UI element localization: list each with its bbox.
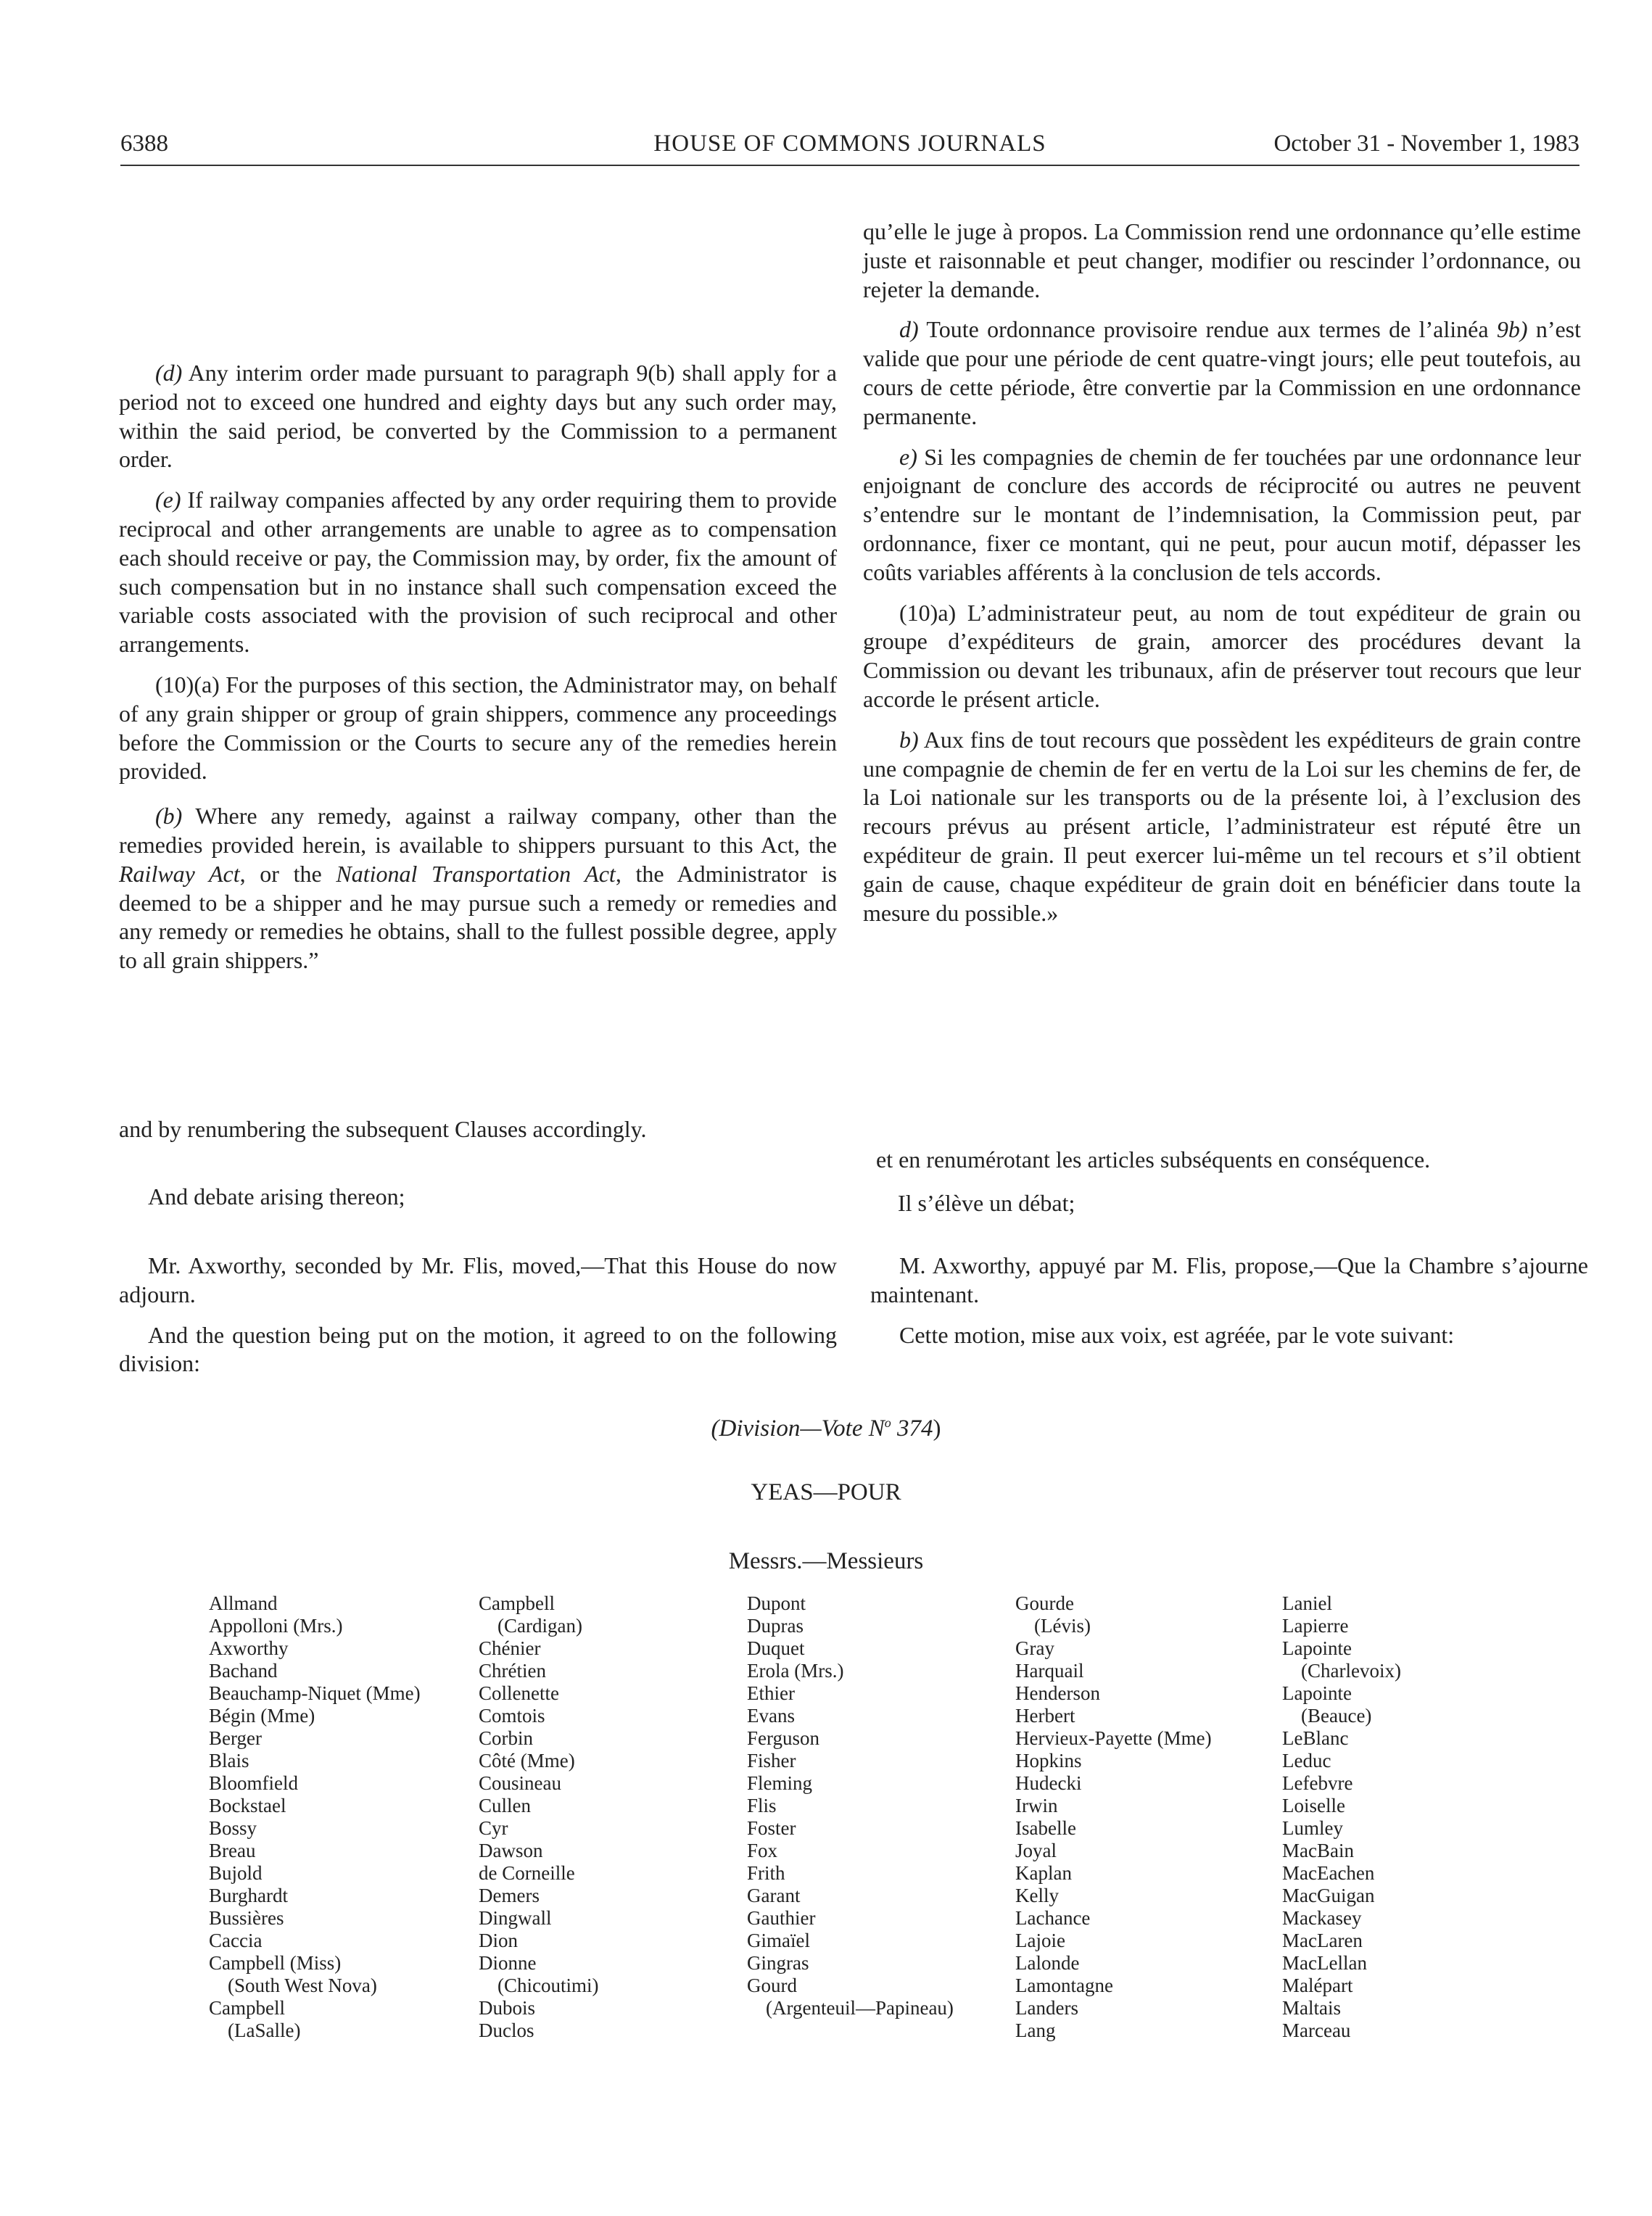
fr-para-b: b) Aux fins de tout recours que possèdent les expéditeurs de grain contre une compagnie de chemin de fer en vertu de la Loi sur les chemins de fer, de la Loi nationale sur les transports ou de la présente loi, à l’exclusion des recours prévus au présent article, l’administrateur est réputé être un expéditeur de grain. Il peut exercer lui-même un tel recours et s’il obtient gain de cause, chaque expéditeur de grain doit en bénéficier dans toute la mesure du possible.» (863, 726, 1582, 926)
member-name: Bockstael (209, 1795, 286, 1816)
fr-debate: Il s’élève un débat; (898, 1190, 1075, 1216)
member-riding: (Beauce) (1301, 1705, 1372, 1727)
member-name: Bégin (Mme) (209, 1705, 315, 1727)
member-name: Campbell (479, 1592, 555, 1614)
member-name: Berger (209, 1727, 262, 1749)
en-para-d: (d) Any interim order made pursuant to paragraph 9(b) shall apply for a period not to exceed one hundred and eighty days but any such order may, within the said period, be converted by the Commission to a permanent order. (119, 360, 838, 473)
member-name: Lapointe (1282, 1682, 1352, 1704)
en-para-10a: (10)(a) For the purposes of this section, the Administrator may, on behalf of any grain shipper or group of grain shippers, commence any proceedings before the Commission or the Courts to secure any of the remedies herein provided. (119, 671, 838, 785)
member-name: Gauthier (747, 1907, 816, 1929)
member-name: Dubois (479, 1997, 536, 2019)
member-name: Frith (747, 1862, 785, 1884)
messrs-heading: Messrs.—Messieurs (728, 1548, 924, 1574)
en-motion-block (119, 1252, 837, 1390)
member-riding: (South West Nova) (228, 1975, 377, 1996)
member-name: Fisher (747, 1750, 796, 1771)
member-name: Malépart (1282, 1975, 1353, 1996)
member-name: LeBlanc (1282, 1727, 1349, 1749)
member-name: Gingras (747, 1952, 809, 1974)
member-name: Dupont (747, 1592, 806, 1614)
member-name: Dionne (479, 1952, 537, 1974)
en-para-e: (e) If railway companies affected by any order requiring them to provide reciprocal and other arrangements are unable to agree as to compensation each should receive or pay, the Commission may, by order, fix the amount of such compensation but in no instance shall such compensation exceed the variable costs associated with the provision of such reciprocal and other arrangements. (119, 487, 838, 658)
member-name: MacEachen (1282, 1862, 1375, 1884)
member-name: Bussières (209, 1907, 284, 1929)
page-number: 6388 (120, 131, 168, 157)
member-name: Ethier (747, 1682, 795, 1704)
french-column (863, 218, 1581, 939)
english-column (119, 359, 837, 987)
member-name: Hervieux-Payette (Mme) (1015, 1727, 1212, 1749)
member-name: Maltais (1282, 1997, 1341, 2019)
names-column-3 (747, 1592, 954, 2019)
names-column-4 (1015, 1592, 1212, 2042)
member-name: Landers (1015, 1997, 1078, 2019)
member-name: Bossy (209, 1817, 257, 1839)
member-name: Dingwall (479, 1907, 552, 1929)
fr-motion: M. Axworthy, appuyé par M. Flis, propose,—Que la Chambre s’ajourne maintenant. (870, 1252, 1588, 1307)
member-name: Gourde (1015, 1592, 1074, 1614)
member-riding: (Argenteuil—Papineau) (766, 1997, 954, 2019)
fr-question: Cette motion, mise aux voix, est agréée, par le vote suivant: (899, 1321, 1455, 1348)
en-question: And the question being put on the motion, it agreed to on the following division: (119, 1321, 837, 1377)
member-name: Kaplan (1015, 1862, 1072, 1884)
member-name: Beauchamp-Niquet (Mme) (209, 1682, 421, 1704)
member-name: Demers (479, 1885, 540, 1906)
member-name: Chrétien (479, 1660, 546, 1682)
member-name: Dion (479, 1930, 518, 1951)
en-para-b: (b) Where any remedy, against a railway company, other than the remedies provided herein, is available to shippers pursuant to this Act, the Railway Act, or the National Transportation Act, the Administrator is deemed to be a shipper and he may pursue such a remedy or remedies and any remedy or remedies he obtains, shall to the fullest possible degree, apply to all grain shippers.” (119, 803, 838, 974)
fr-para-d: d) Toute ordonnance provisoire rendue aux termes de l’alinéa 9b) n’est valide que pour une période de cent quatre-vingt jours; elle peut toutefois, au cours de cette période, être convertie par la Commission en une ordonnance permanente. (863, 316, 1582, 429)
names-column-1 (209, 1592, 421, 2042)
journal-title: HOUSE OF COMMONS JOURNALS (653, 131, 1046, 157)
member-name: Dupras (747, 1615, 804, 1637)
member-name: Foster (747, 1817, 796, 1839)
member-name: MacGuigan (1282, 1885, 1375, 1906)
member-name: Caccia (209, 1930, 263, 1951)
member-name: MacLellan (1282, 1952, 1367, 1974)
en-debate: And debate arising thereon; (148, 1183, 405, 1210)
member-name: Isabelle (1015, 1817, 1076, 1839)
member-name: Erola (Mrs.) (747, 1660, 844, 1682)
member-name: Gray (1015, 1637, 1054, 1659)
fr-para-10a: (10)a) L’administrateur peut, au nom de tout expéditeur de grain ou groupe d’expéditeurs de grain, amorcer des procédures devant la Commission ou devant les tribunaux, afin de préserver tout recours que leur accorde le présent article. (863, 599, 1581, 712)
member-name: Chénier (479, 1637, 541, 1659)
member-name: Corbin (479, 1727, 534, 1749)
page-header (120, 125, 1579, 168)
member-name: Lapierre (1282, 1615, 1349, 1637)
member-name: Lalonde (1015, 1952, 1080, 1974)
member-name: Irwin (1015, 1795, 1058, 1816)
names-column-2 (479, 1592, 598, 2042)
member-name: Herbert (1015, 1705, 1075, 1727)
member-name: Evans (747, 1705, 795, 1727)
member-name: Burghardt (209, 1885, 288, 1906)
member-name: Leduc (1282, 1750, 1331, 1771)
member-name: Lajoie (1015, 1930, 1065, 1951)
member-name: Allmand (209, 1592, 278, 1614)
member-name: Cousineau (479, 1772, 561, 1794)
member-name: Lumley (1282, 1817, 1343, 1839)
member-name: Garant (747, 1885, 801, 1906)
member-riding: (Charlevoix) (1301, 1660, 1401, 1682)
member-name: Hudecki (1015, 1772, 1082, 1794)
member-name: Fleming (747, 1772, 813, 1794)
member-name: Lamontagne (1015, 1975, 1113, 1996)
member-name: Flis (747, 1795, 777, 1816)
yeas-heading: YEAS—POUR (751, 1479, 901, 1505)
member-name: Bujold (209, 1862, 263, 1884)
member-name: MacBain (1282, 1840, 1354, 1861)
member-name: Cullen (479, 1795, 531, 1816)
member-riding: (LaSalle) (228, 2019, 301, 2041)
member-name: de Corneille (479, 1862, 575, 1884)
member-name: Duquet (747, 1637, 805, 1659)
fr-para-e: e) Si les compagnies de chemin de fer touchées par une ordonnance leur enjoignant de conclure des accords de réciprocité ou autres ne peuvent s’entendre sur le montant de l’indemnisation, la Commission peut, par ordonnance, fixer ce montant, qui ne peut, pour aucun motif, dépasser les coûts variables afférents à la conclusion de tels accords. (863, 443, 1582, 585)
en-motion: Mr. Axworthy, seconded by Mr. Flis, moved,—That this House do now adjourn. (119, 1252, 837, 1307)
member-name: Duclos (479, 2019, 534, 2041)
member-name: Mackasey (1282, 1907, 1362, 1929)
member-name: Lapointe (1282, 1637, 1352, 1659)
member-name: Campbell (Miss) (209, 1952, 342, 1974)
member-name: Fox (747, 1840, 778, 1861)
member-name: Breau (209, 1840, 256, 1861)
header-date: October 31 - November 1, 1983 (1273, 131, 1579, 157)
member-name: Bloomfield (209, 1772, 298, 1794)
member-name: Laniel (1282, 1592, 1332, 1614)
member-name: Loiselle (1282, 1795, 1345, 1816)
member-name: Ferguson (747, 1727, 820, 1749)
member-name: Henderson (1015, 1682, 1100, 1704)
member-name: Joyal (1015, 1840, 1057, 1861)
member-name: Gimaïel (747, 1930, 810, 1951)
member-name: Lefebvre (1282, 1772, 1353, 1794)
en-renumber: and by renumbering the subsequent Clauses accordingly. (119, 1116, 647, 1142)
fr-renumber: et en renumérotant les articles subséquents en conséquence. (876, 1146, 1431, 1173)
member-name: Blais (209, 1750, 249, 1771)
member-name: MacLaren (1282, 1930, 1363, 1951)
member-name: Dawson (479, 1840, 543, 1861)
fr-continuation: qu’elle le juge à propos. La Commission rend une ordonnance qu’elle estime juste et raisonnable et peut changer, modifier ou rescinder l’ordonnance, ou rejeter la demande. (863, 218, 1581, 302)
member-name: Collenette (479, 1682, 559, 1704)
member-name: Kelly (1015, 1885, 1059, 1906)
member-name: Hopkins (1015, 1750, 1082, 1771)
member-riding: (Cardigan) (497, 1615, 582, 1637)
header-rule (120, 165, 1579, 166)
member-riding: (Lévis) (1034, 1615, 1091, 1637)
division-label: (Division—Vote $N^o$ 374) (711, 1415, 941, 1442)
member-name: Bachand (209, 1660, 278, 1682)
member-name: Harquail (1015, 1660, 1084, 1682)
member-name: Lang (1015, 2019, 1056, 2041)
member-name: Côté (Mme) (479, 1750, 575, 1771)
member-name: Axworthy (209, 1637, 289, 1659)
member-name: Campbell (209, 1997, 285, 2019)
fr-motion-block (870, 1252, 1588, 1361)
member-name: Gourd (747, 1975, 797, 1996)
member-name: Appolloni (Mrs.) (209, 1615, 343, 1637)
member-name: Lachance (1015, 1907, 1091, 1929)
member-name: Marceau (1282, 2019, 1351, 2041)
member-name: Cyr (479, 1817, 508, 1839)
member-riding: (Chicoutimi) (497, 1975, 599, 1996)
names-column-5 (1282, 1592, 1401, 2042)
member-name: Comtois (479, 1705, 545, 1727)
